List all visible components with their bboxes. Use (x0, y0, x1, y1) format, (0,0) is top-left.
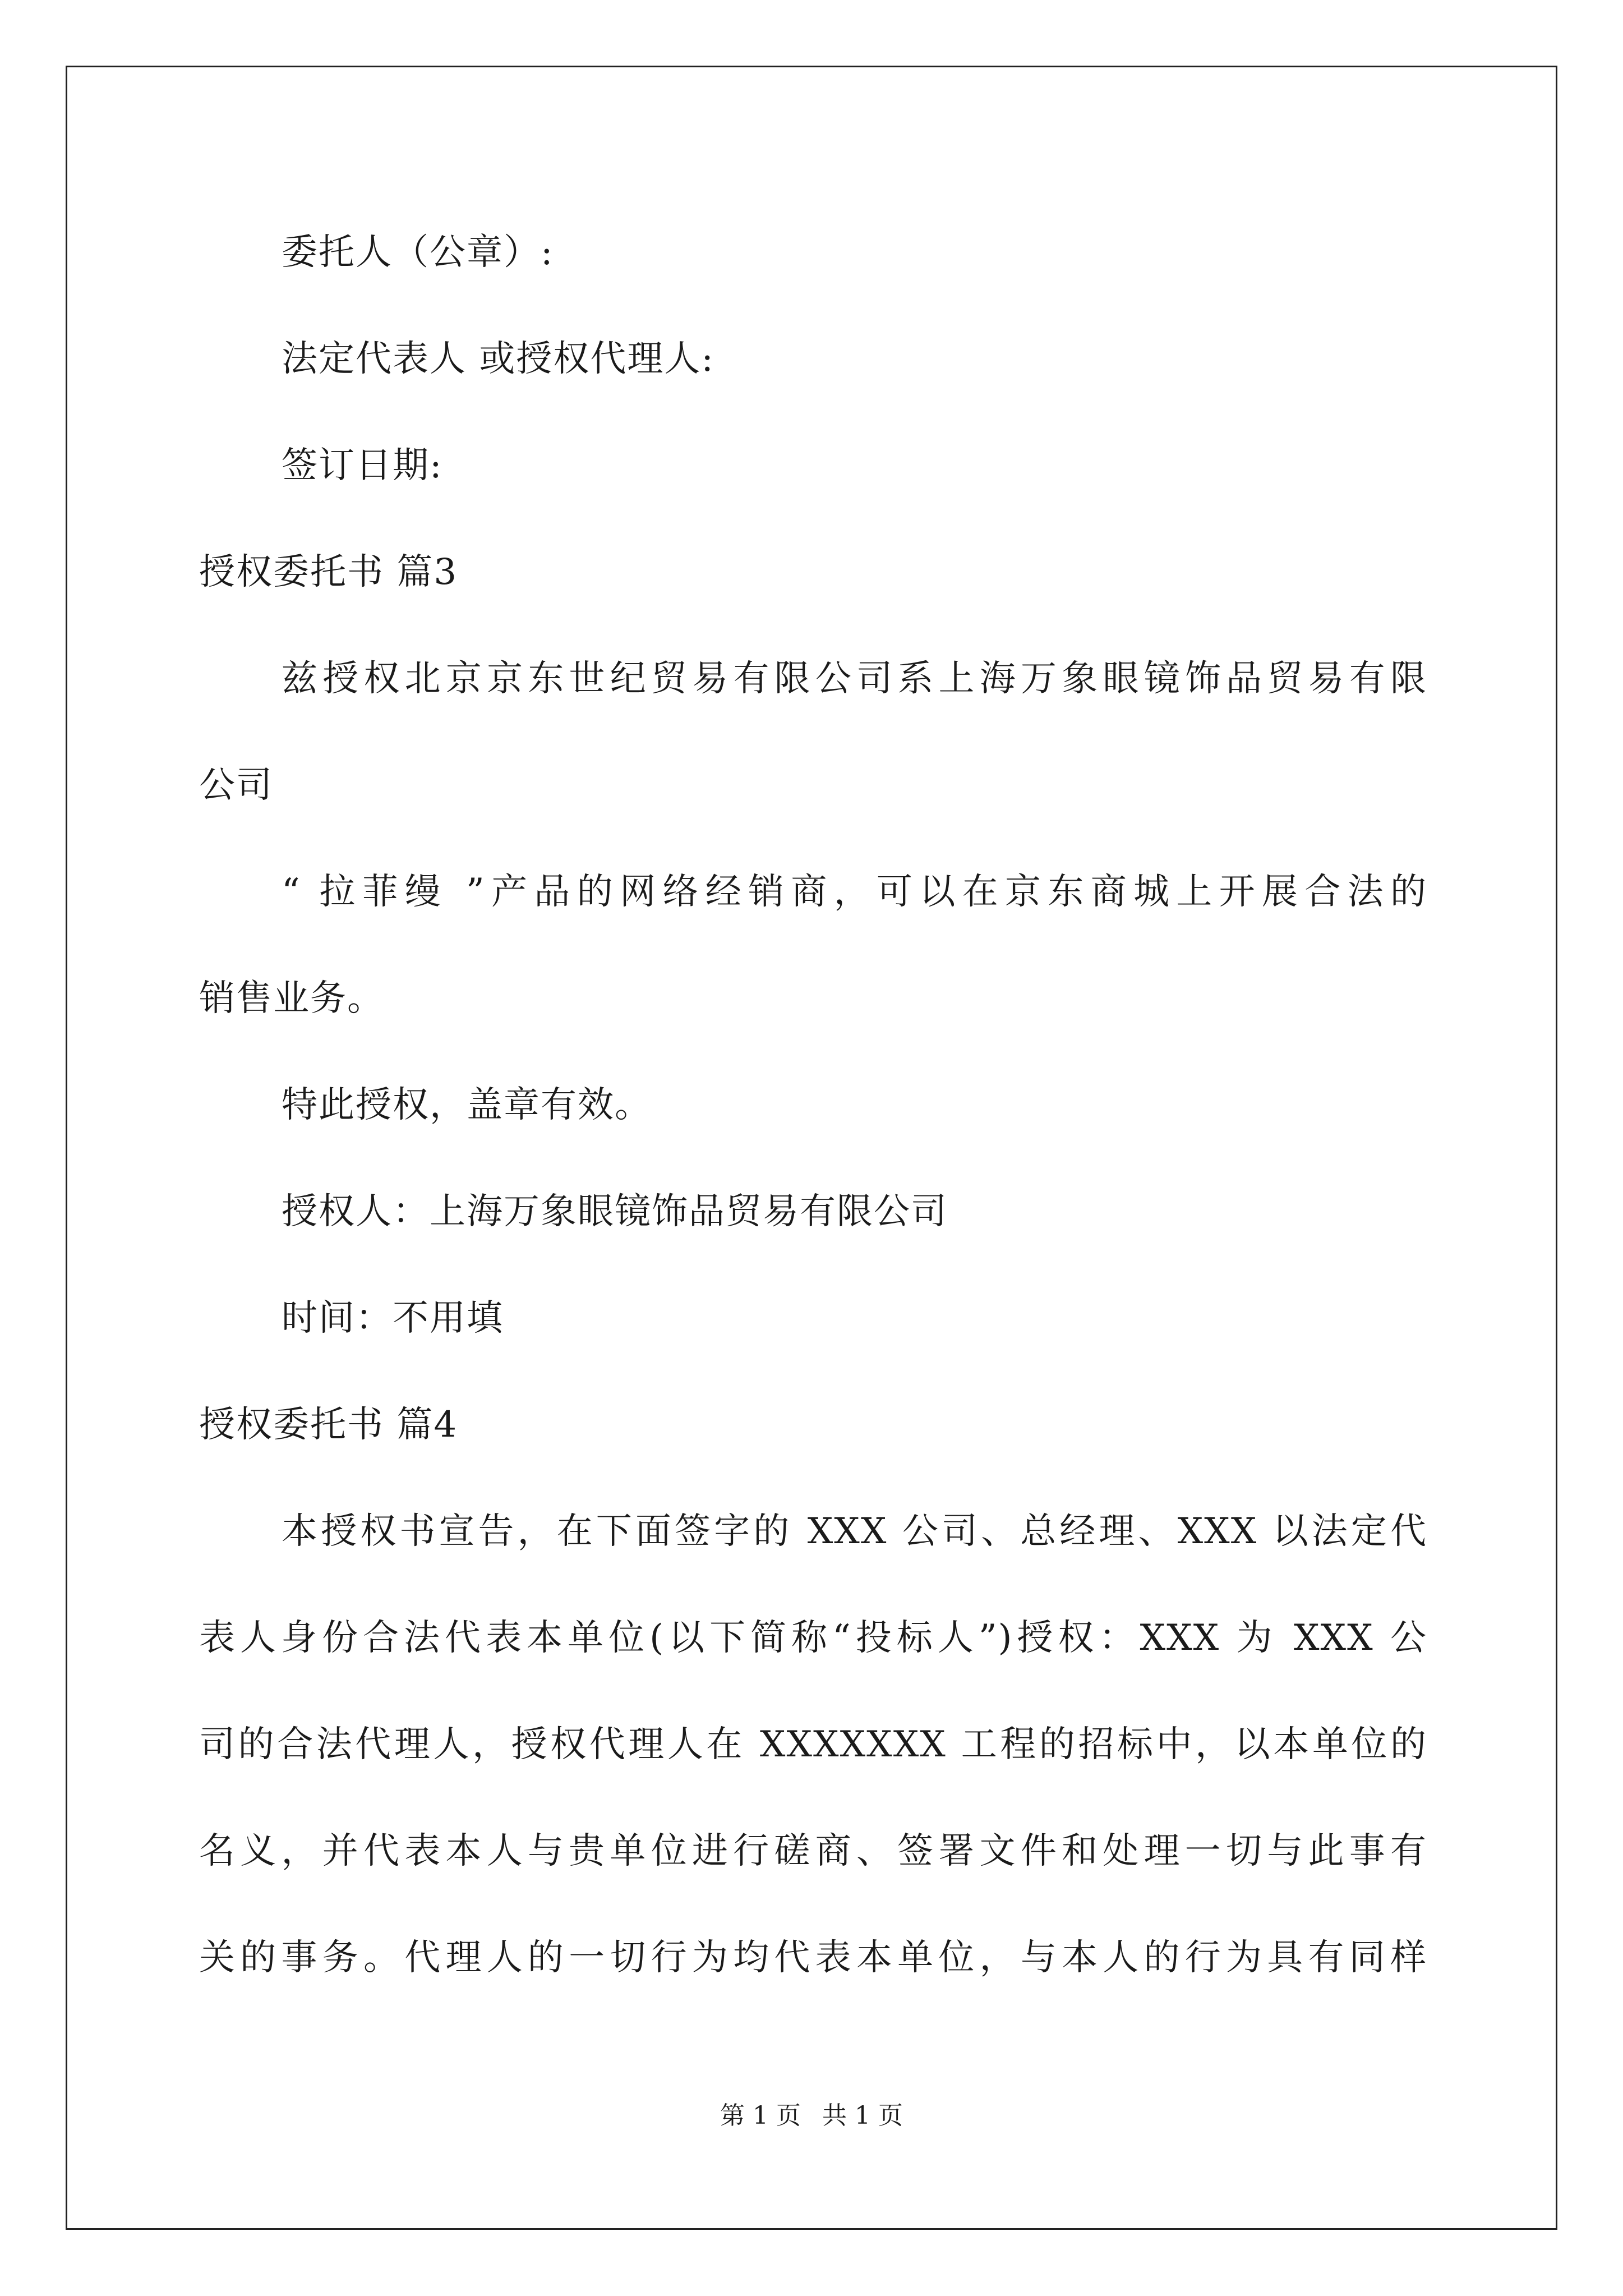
section-heading-3: 授权委托书 篇3 (199, 551, 458, 593)
time-line: 时间：不用填 (282, 1297, 504, 1339)
paragraph-line: 特此授权，盖章有效。 (282, 1084, 652, 1126)
paragraph-line: 兹授权北京京东世纪贸易有限公司系上海万象眼镜饰品贸易有限 (282, 658, 1427, 700)
page-footer (0, 2100, 1623, 2132)
page-total: 共 1 页 (822, 2101, 903, 2130)
paragraph-line: 本授权书宣告，在下面签字的 XXX 公司、总经理、XXX 以法定代 (282, 1511, 1427, 1552)
authorizer-line: 授权人：上海万象眼镜饰品贸易有限公司 (282, 1191, 948, 1232)
legal-representative-line: 法定代表人 或授权代理人: (282, 338, 714, 380)
page-border (66, 66, 1557, 2230)
signing-date-line: 签订日期: (282, 445, 443, 486)
paragraph-line: “ 拉菲缦 ”产品的网络经销商，可以在京东商城上开展合法的 (282, 871, 1427, 913)
section-heading-4: 授权委托书 篇4 (199, 1404, 458, 1446)
paragraph-line: 名义，并代表本人与贵单位进行磋商、签署文件和处理一切与此事有 (199, 1830, 1427, 1872)
consignor-seal-line: 委托人（公章）: (282, 232, 554, 273)
paragraph-line: 关的事务。代理人的一切行为均代表本单位，与本人的行为具有同样 (199, 1937, 1427, 1978)
page-number: 第 1 页 (720, 2101, 801, 2130)
paragraph-line: 销售业务。 (199, 978, 384, 1019)
paragraph-line: 公司 (199, 765, 273, 806)
paragraph-line: 司的合法代理人，授权代理人在 XXXXXXX 工程的招标中，以本单位的 (199, 1724, 1427, 1765)
paragraph-line: 表人身份合法代表本单位(以下简称“投标人”)授权：XXX 为 XXX 公 (199, 1617, 1427, 1659)
